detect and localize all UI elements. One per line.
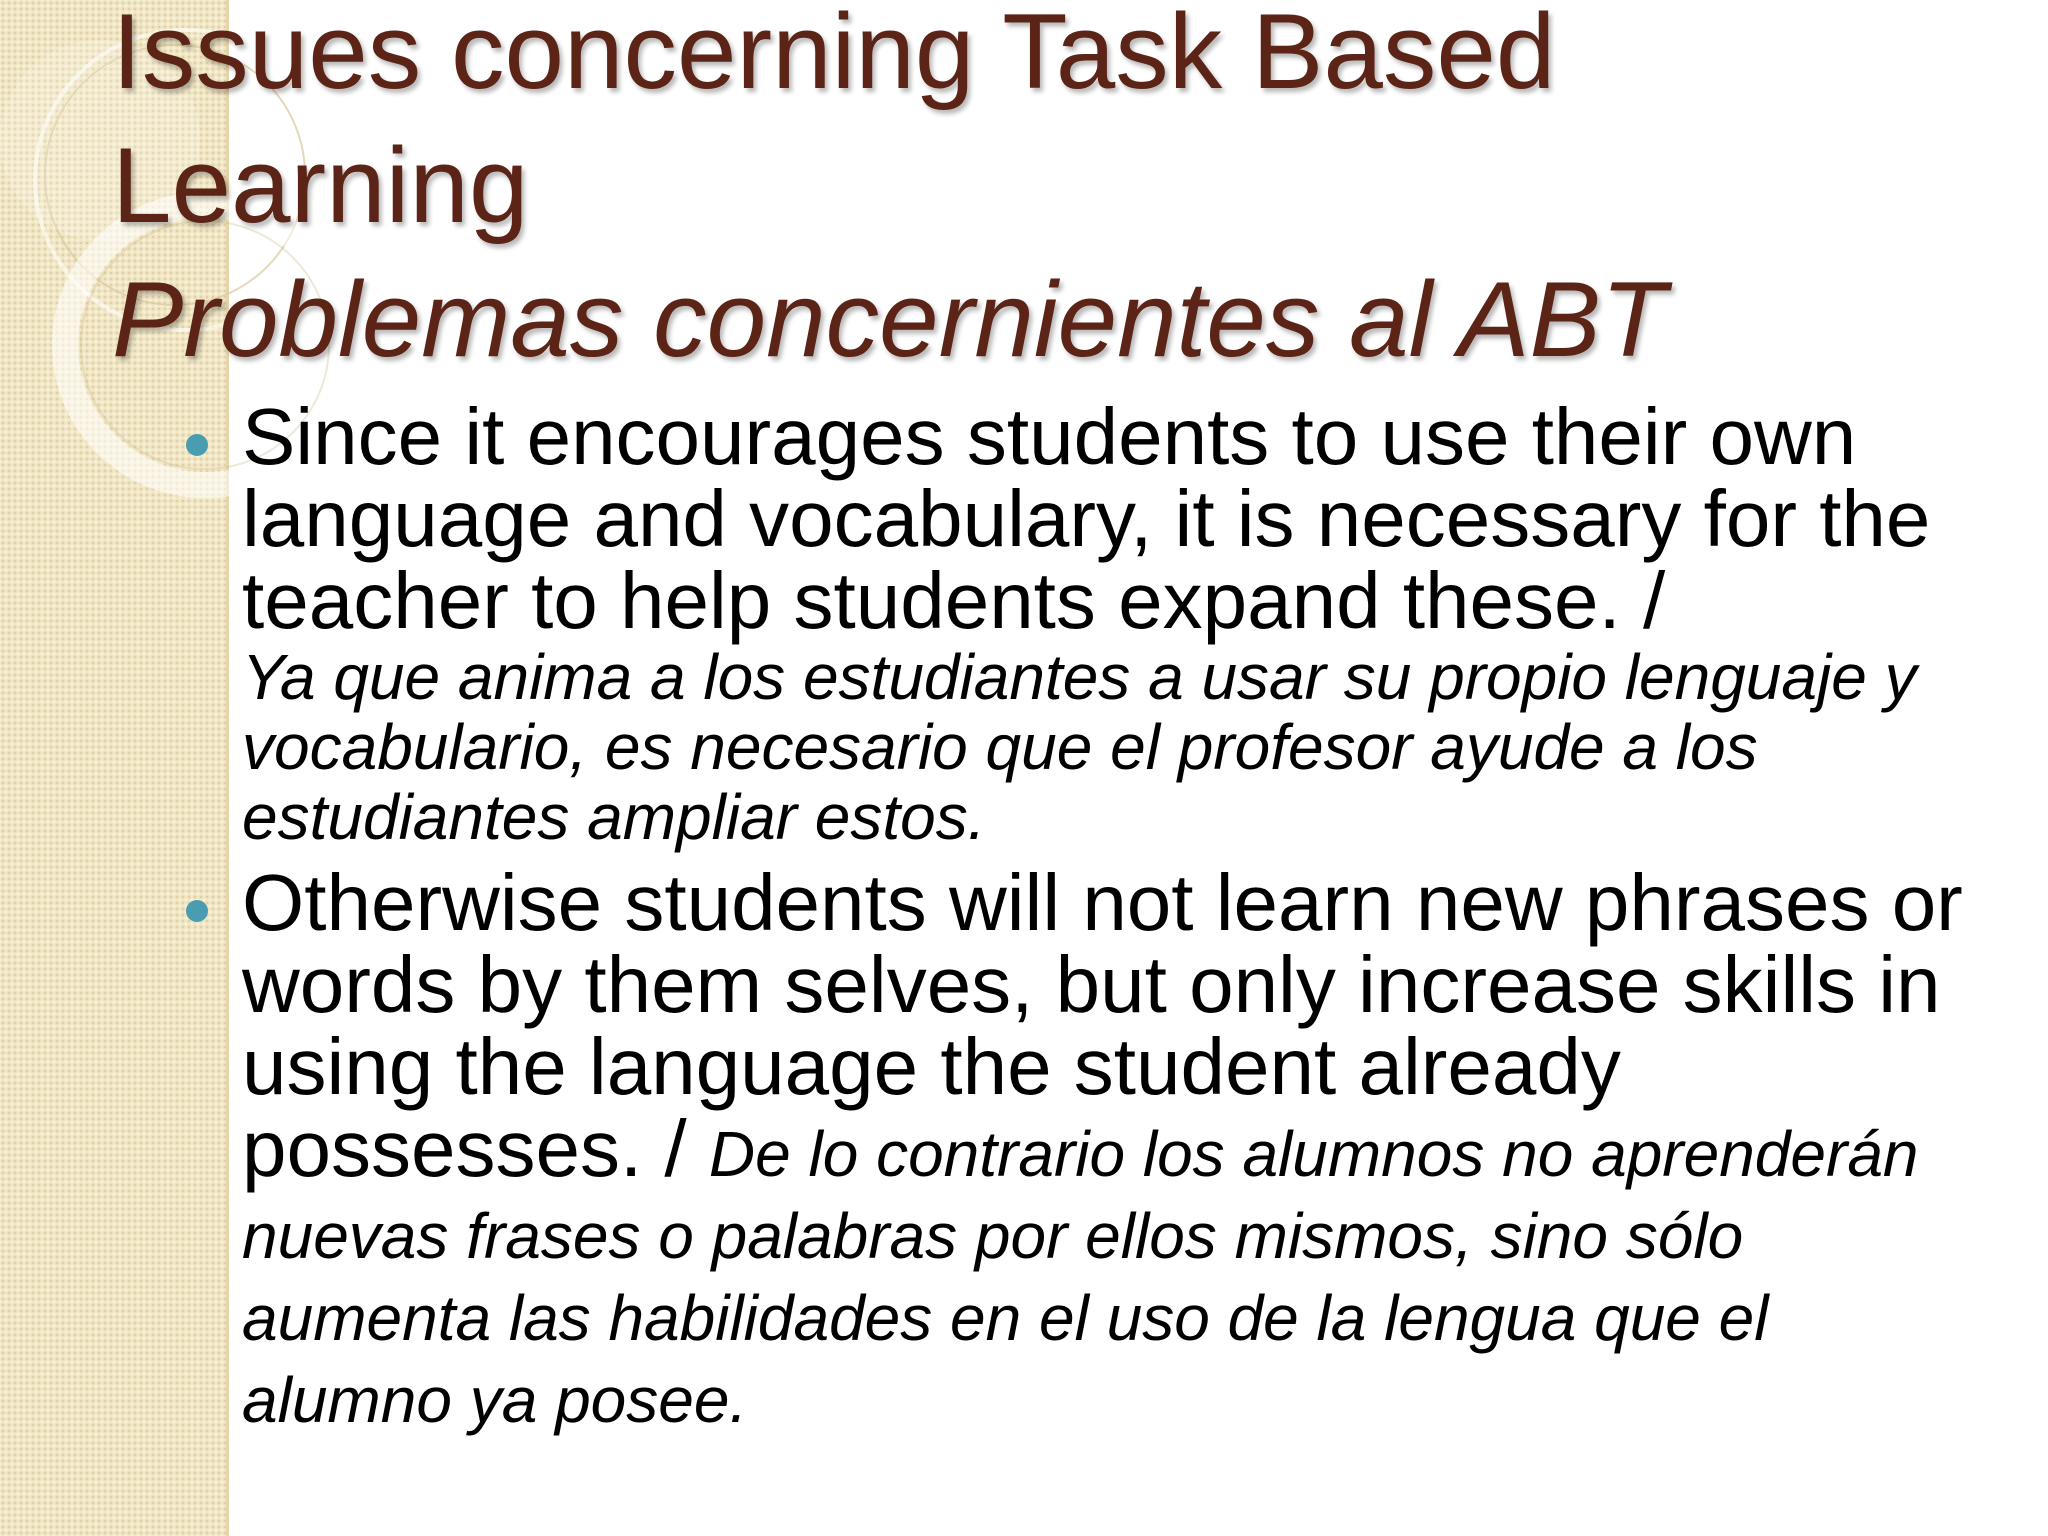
bullet-dot-icon <box>186 434 208 456</box>
bullet-item-2 <box>170 858 1990 1436</box>
bullet-2-english <box>242 858 1990 1436</box>
bullet-1-english: Since it encourages students to use their own language and vocabulary, it is necessary for the teacher to help students expand these. / <box>242 392 1931 645</box>
bullet-list <box>170 392 1990 1446</box>
title-line-3-spanish: Problemas concernientes al ABT <box>112 259 1667 379</box>
bullet-item-1 <box>170 392 1990 853</box>
bullet-2-spanish: De lo contrario los alumnos no aprenderán nuevas frases o palabras por ellos mismos, sino sólo aumenta las habilidades en el uso de la lengua que el alumno ya posee. <box>242 1118 1919 1436</box>
bullet-2-english-text: Otherwise students will not learn new phrases or words by them selves, but only increase skills in using the language the student already possesses. / <box>242 858 1963 1193</box>
title-line-2: Learning <box>112 125 529 245</box>
title-line-1: Issues concerning Task Based <box>112 0 1556 111</box>
bullet-dot-icon <box>186 900 208 922</box>
bullet-1-spanish: Ya que anima a los estudiantes a usar su propio lenguaje y vocabulario, es necesario que el profesor ayude a los estudiantes ampliar estos. <box>242 641 1917 853</box>
slide-title <box>112 0 2012 386</box>
